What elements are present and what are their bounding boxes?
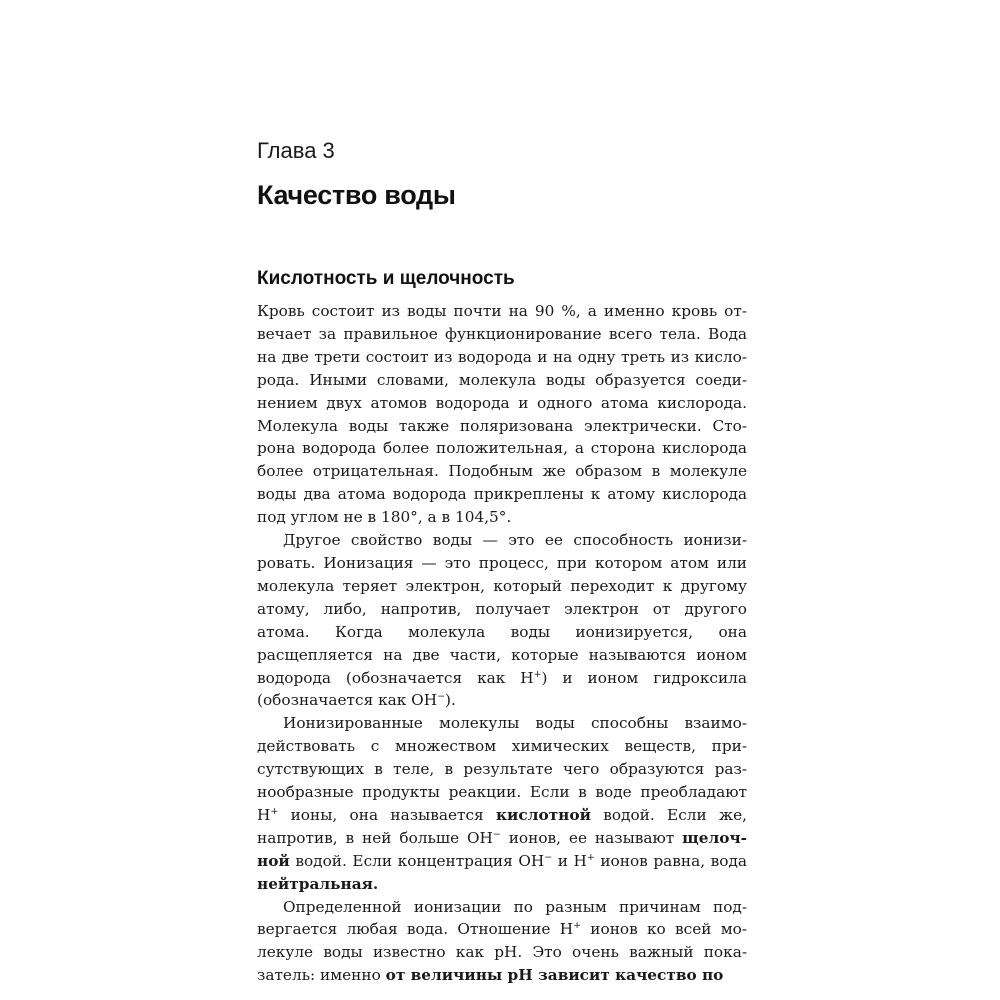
chapter-title: Качество воды bbox=[257, 180, 456, 210]
superscript: + bbox=[573, 920, 582, 932]
superscript: − bbox=[544, 851, 553, 863]
superscript: − bbox=[492, 828, 501, 840]
text-run: Кровь состоит из воды почти на 90 %, а именно кровь отвечает за правильное функционирование всего тела. Вода на две трети состоит из водорода и на одну треть из кислорода. Иными словами, молекула воды образуется соединением двух атомов водорода и одного атома кислорода. Молекула воды также поляризована электрически. Сторона водорода более положительная, а сторона кислорода более отрицательная. Подобным же образом в молекуле воды два атома водорода прикреплены к атому кислорода под углом не в 180°, а в 104,5°. bbox=[257, 302, 747, 527]
section-heading: Кислотность и щелочность bbox=[257, 268, 515, 289]
text-run: водой. Если концентрация OH bbox=[289, 851, 545, 870]
bold-text: щелочной bbox=[257, 828, 747, 870]
bold-text: от величины pH зависит качество по bbox=[385, 966, 724, 985]
text-run: ). bbox=[445, 691, 456, 710]
text-run: и H bbox=[552, 851, 587, 870]
text-run: Определенной ионизации по разным причинам подвергается любая вода. Отношение H bbox=[257, 897, 747, 939]
chapter-label: Глава 3 bbox=[257, 138, 335, 163]
bold-text: нейтральная. bbox=[257, 874, 379, 893]
text-run: ионы, она называется bbox=[278, 805, 496, 824]
paragraph bbox=[257, 300, 747, 529]
superscript: − bbox=[437, 691, 446, 703]
paragraph bbox=[257, 896, 747, 988]
text-run: водой. Если же, напротив, в ней больше OH bbox=[257, 805, 747, 847]
text-run: ионов, ее называют bbox=[500, 828, 683, 847]
text-run: Ионизированные молекулы воды способны взаимодействовать с множеством химических веществ, присутствующих в теле, в результате чего образуются разнообразные продукты реакции. Если в воде преобладают H bbox=[257, 714, 747, 824]
paragraph bbox=[257, 529, 747, 712]
superscript: + bbox=[533, 668, 542, 680]
text-run: Другое свойство воды — это ее способность ионизировать. Ионизация — это процесс, при котором атом или молекула теряет электрон, который переходит к другому атому, либо, напротив, получает электрон от другого атома. Когда молекула воды ионизируется, она расщепляется на две части, которые называются ионом водорода (обозначается как H bbox=[257, 531, 747, 687]
bold-text: кислотной bbox=[496, 805, 591, 824]
text-run: ) и ионом гидроксила (обозначается как OH bbox=[257, 668, 747, 710]
book-page bbox=[257, 140, 747, 987]
text-run: ионов равна, вода bbox=[594, 851, 747, 870]
body-text bbox=[257, 300, 747, 987]
paragraph bbox=[257, 712, 747, 895]
text-run: ионов ко всей молекуле воды известно как pH. Это очень важный показатель: именно bbox=[257, 920, 747, 985]
superscript: + bbox=[586, 851, 595, 863]
superscript: + bbox=[270, 805, 279, 817]
